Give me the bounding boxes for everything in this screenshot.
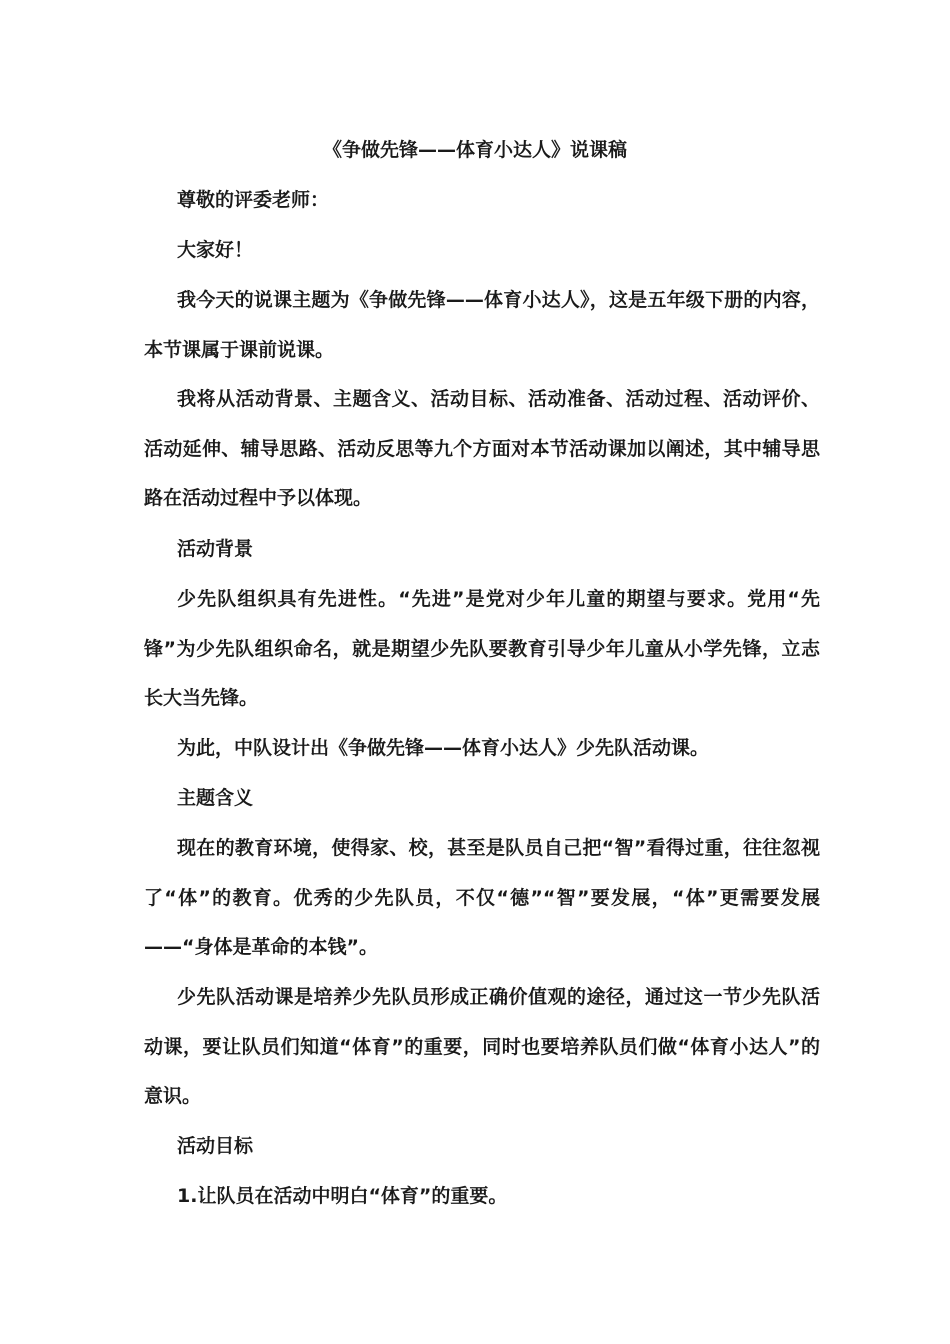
- meaning-paragraph: 现在的教育环境，使得家、校，甚至是队员自己把“智”看得过重，往往忽视了“体”的教育。优秀的少先队员，不仅“德”“智”要发展，“体”更需要发展——“身体是革命的本钱”。: [144, 837, 820, 959]
- greeting-paragraph: 尊敬的评委老师：: [177, 189, 330, 211]
- outline-paragraph: 我将从活动背景、主题含义、活动目标、活动准备、活动过程、活动评价、活动延伸、辅导思路、活动反思等九个方面对本节活动课加以阐述，其中辅导思路在活动过程中予以体现。: [144, 388, 820, 510]
- document-title: 《争做先锋——体育小达人》说课稿: [322, 139, 627, 161]
- design-paragraph: 为此，中队设计出《争做先锋——体育小达人》少先队活动课。: [177, 737, 710, 759]
- section-heading-background: 活动背景: [177, 538, 254, 560]
- topic-paragraph: 我今天的说课主题为《争做先锋——体育小达人》，这是五年级下册的内容，本节课属于课前说课。: [144, 289, 820, 361]
- goal-item-1: 1.让队员在活动中明白“体育”的重要。: [177, 1185, 508, 1207]
- background-paragraph: 少先队组织具有先进性。“先进”是党对少年儿童的期望与要求。党用“先锋”为少先队组织命名，就是期望少先队要教育引导少年儿童从小学先锋，立志长大当先锋。: [144, 588, 820, 710]
- hello-paragraph: 大家好！: [177, 239, 254, 261]
- activity-course-paragraph: 少先队活动课是培养少先队员形成正确价值观的途径，通过这一节少先队活动课，要让队员们知道“体育”的重要，同时也要培养队员们做“体育小达人”的意识。: [144, 986, 820, 1108]
- section-heading-goals: 活动目标: [177, 1135, 254, 1157]
- section-heading-meaning: 主题含义: [177, 787, 254, 809]
